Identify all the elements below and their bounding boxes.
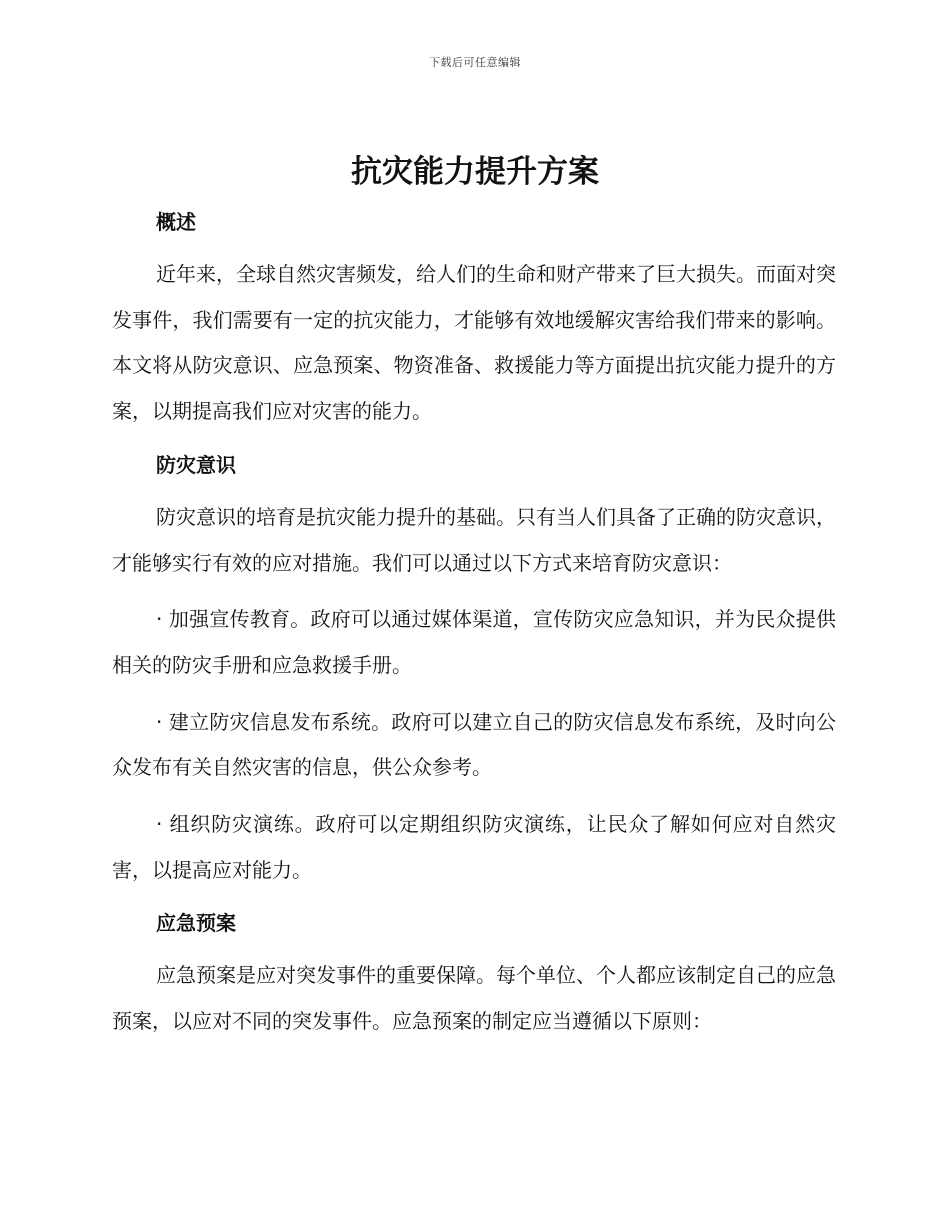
awareness-bullet-2: · 建立防灾信息发布系统。政府可以建立自己的防灾信息发布系统，及时向公众发布有关自然灾害的信息，供公众参考。 <box>112 709 836 780</box>
awareness-intro-paragraph: 防灾意识的培育是抗灾能力提升的基础。只有当人们具备了正确的防灾意识，才能够实行有效的应对措施。我们可以通过以下方式来培育防灾意识： <box>112 504 836 575</box>
awareness-bullet-3: · 组织防灾演练。政府可以定期组织防灾演练，让民众了解如何应对自然灾害，以提高应对能力。 <box>112 812 836 882</box>
emergency-plan-paragraph: 应急预案是应对突发事件的重要保障。每个单位、个人都应该制定自己的应急预案，以应对不同的突发事件。应急预案的制定应当遵循以下原则： <box>112 963 836 1034</box>
section-heading-awareness: 防灾意识 <box>156 452 236 477</box>
section-heading-emergency-plan: 应急预案 <box>156 911 236 936</box>
awareness-bullet-1: · 加强宣传教育。政府可以通过媒体渠道，宣传防灾应急知识，并为民众提供相关的防灾手册和应急救援手册。 <box>112 607 836 677</box>
section-heading-overview: 概述 <box>156 210 196 234</box>
document-title: 抗灾能力提升方案 <box>351 154 599 190</box>
document-body <box>112 203 836 1045</box>
overview-paragraph: 近年来，全球自然灾害频发，给人们的生命和财产带来了巨大损失。而面对突发事件，我们需要有一定的抗灾能力，才能够有效地缓解灾害给我们带来的影响。本文将从防灾意识、应急预案、物资准备、救援能力等方面提出抗灾能力提升的方案，以期提高我们应对灾害的能力。 <box>112 262 836 424</box>
header-note: 下载后可任意编辑 <box>429 56 521 69</box>
